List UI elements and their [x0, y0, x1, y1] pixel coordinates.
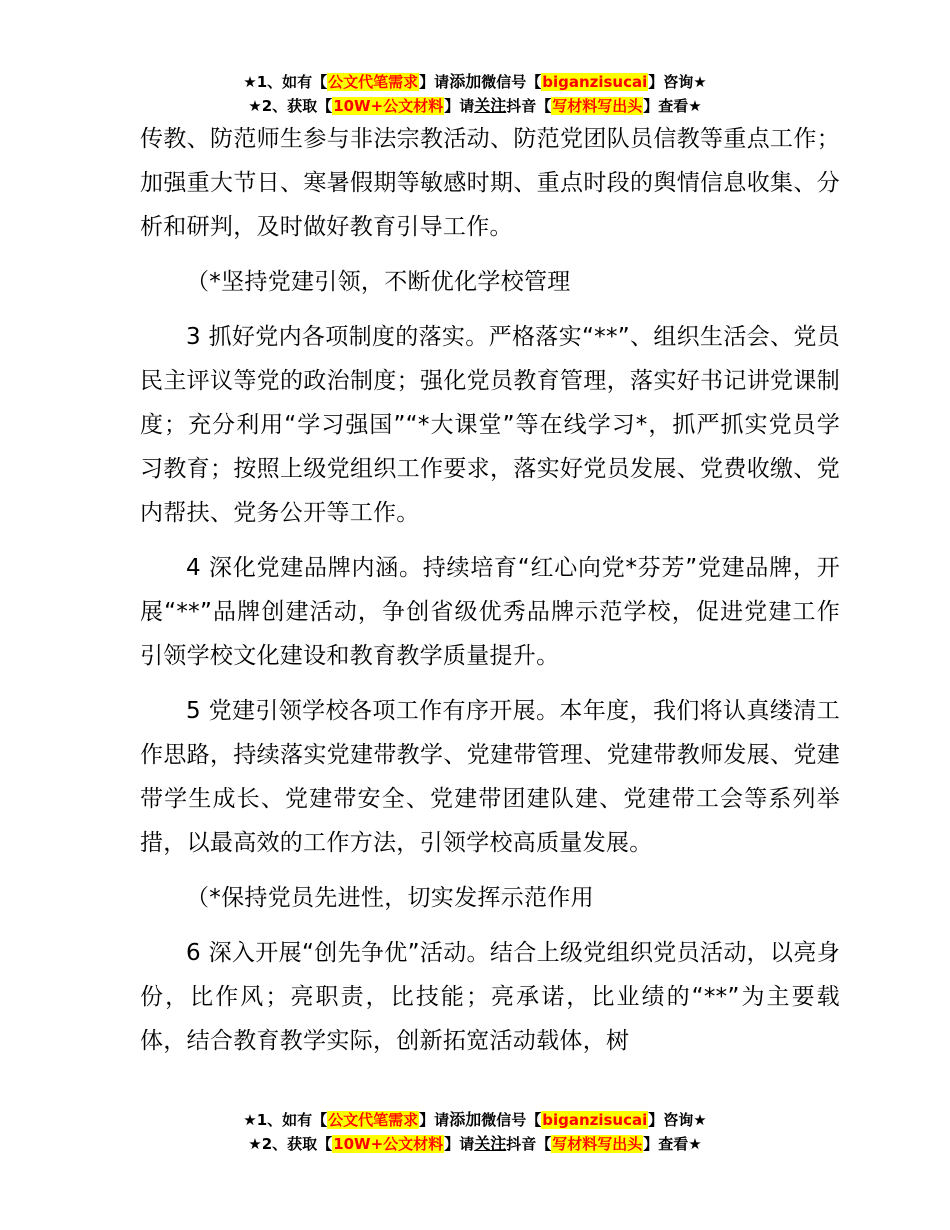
banner-emphasis: 关注 — [474, 1134, 507, 1153]
banner-text: 】请 — [444, 97, 475, 115]
paragraph: 6 深入开展“创先争优”活动。结合上级党组织党员活动，以亮身份，比作风；亮职责，比技能；亮承诺，比业绩的“**”为主要载体，结合教育教学实际，创新拓宽活动载体，树 — [140, 940, 840, 1054]
banner-text: 】咨询★ — [648, 73, 707, 91]
banner-text: 】请 — [444, 1135, 475, 1153]
highlight-wechat-id: biganzisucai — [542, 73, 648, 91]
document-body — [140, 117, 840, 1074]
banner-line-1 — [0, 1108, 950, 1132]
banner-emphasis: 添加 — [449, 1110, 482, 1129]
banner-text: ★2、获取【 — [248, 1135, 333, 1153]
banner-line-2 — [0, 94, 950, 118]
footer-banner — [0, 1108, 950, 1156]
highlight-materials: 10W+公文材料 — [333, 1135, 444, 1153]
banner-text: 抖音【 — [506, 1135, 552, 1153]
highlight-wechat-id: biganzisucai — [542, 1111, 648, 1129]
highlight-ghostwriting: 公文代笔需求 — [328, 1111, 419, 1129]
banner-text: 微信号【 — [481, 73, 542, 91]
banner-emphasis: 关注 — [474, 96, 507, 115]
highlight-materials: 10W+公文材料 — [333, 97, 444, 115]
highlight-douyin: 写材料写出头 — [552, 97, 643, 115]
banner-text: 抖音【 — [506, 97, 552, 115]
banner-text: 微信号【 — [481, 1111, 542, 1129]
banner-line-2 — [0, 1132, 950, 1156]
paragraph: 3 抓好党内各项制度的落实。严格落实“**”、组织生活会、党员民主评议等党的政治制度；强化党员教育管理，落实好书记讲党课制度；充分利用“学习强国”“*大课堂”等在线学习*，抓严抓实党员学习教育；按照上级党组织工作要求，落实好党员发展、党费收缴、党内帮扶、党务公开等工作。 — [140, 324, 840, 526]
header-banner — [0, 70, 950, 118]
paragraph: 5 党建引领学校各项工作有序开展。本年度，我们将认真缕清工作思路，持续落实党建带教学、党建带管理、党建带教师发展、党建带学生成长、党建带安全、党建带团建队建、党建带工会等系列举措，以最高效的工作方法，引领学校高质量发展。 — [140, 698, 840, 856]
banner-line-1 — [0, 70, 950, 94]
paragraph-continued: 传教、防范师生参与非法宗教活动、防范党团队员信教等重点工作；加强重大节日、寒暑假期等敏感时期、重点时段的舆情信息收集、分析和研判，及时做好教育引导工作。 — [140, 126, 840, 240]
highlight-ghostwriting: 公文代笔需求 — [328, 73, 419, 91]
banner-text: 】查看★ — [643, 97, 702, 115]
highlight-douyin: 写材料写出头 — [552, 1135, 643, 1153]
section-heading: （*坚持党建引领，不断优化学校管理 — [186, 269, 571, 295]
banner-text: ★1、如有【 — [243, 1111, 328, 1129]
banner-emphasis: 添加 — [449, 72, 482, 91]
banner-text: ★1、如有【 — [243, 73, 328, 91]
banner-text: 】咨询★ — [648, 1111, 707, 1129]
section-heading: （*保持党员先进性，切实发挥示范作用 — [186, 885, 594, 911]
banner-text: 】请 — [419, 73, 450, 91]
banner-text: 】请 — [419, 1111, 450, 1129]
paragraph: 4 深化党建品牌内涵。持续培育“红心向党*芬芳”党建品牌，开展“**”品牌创建活动，争创省级优秀品牌示范学校，促进党建工作引领学校文化建设和教育教学质量提升。 — [140, 555, 840, 669]
banner-text: 】查看★ — [643, 1135, 702, 1153]
banner-text: ★2、获取【 — [248, 97, 333, 115]
